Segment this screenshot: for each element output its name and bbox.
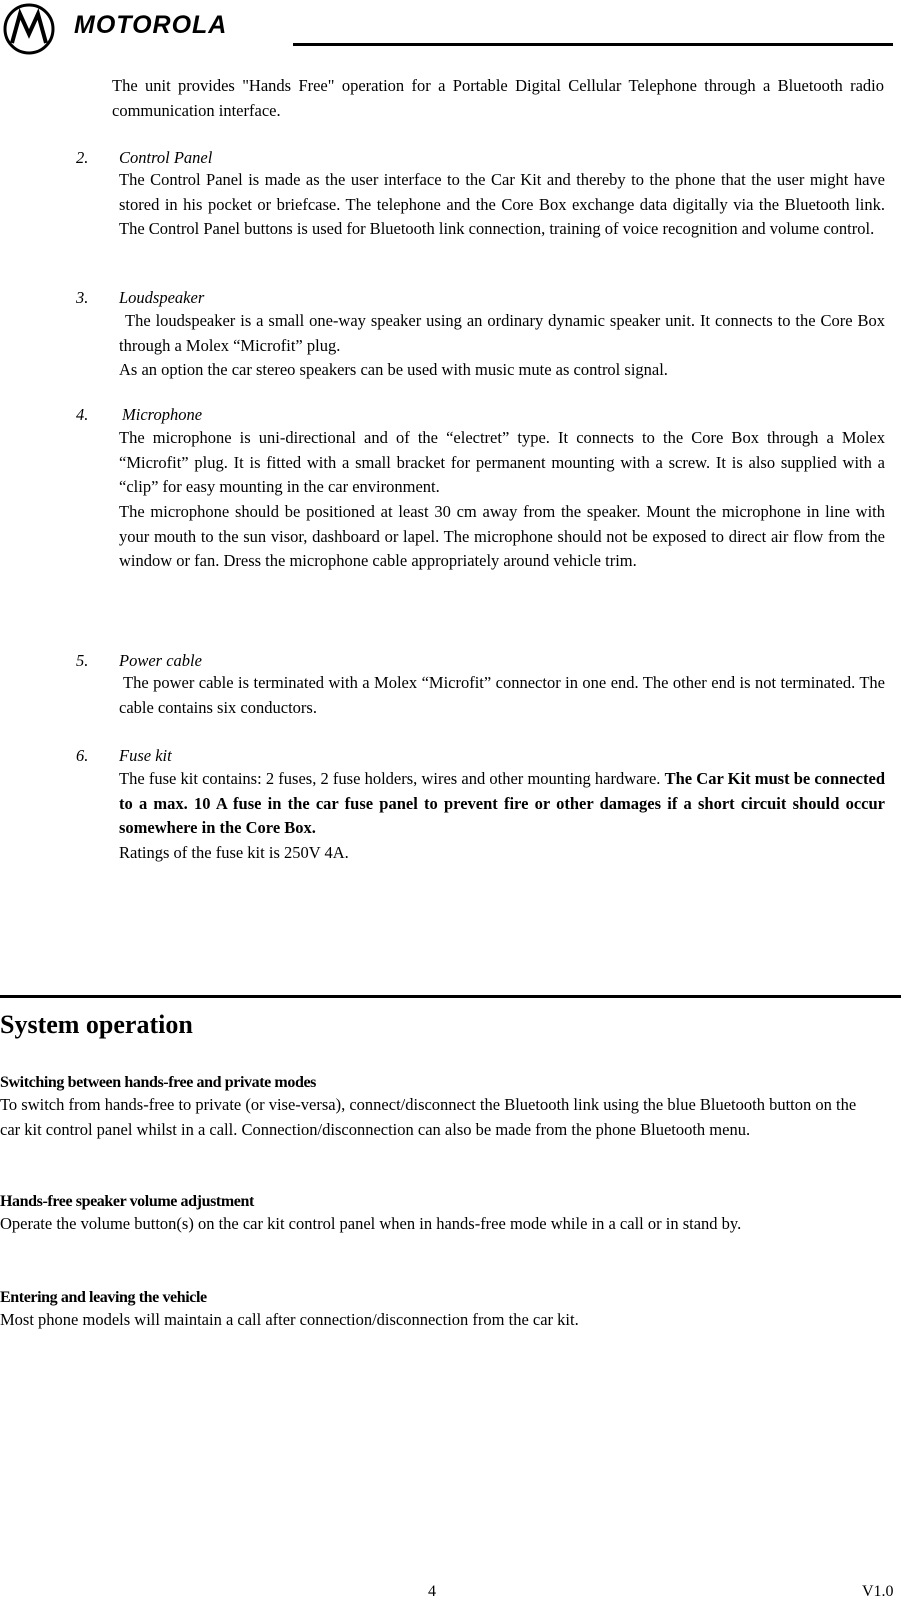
item-number-fuse-kit: 6. bbox=[76, 746, 89, 765]
brand-wordmark: MOTOROLA bbox=[74, 11, 228, 39]
section-title-system-operation: System operation bbox=[0, 1010, 193, 1039]
item-number-control-panel: 2. bbox=[76, 148, 89, 167]
text-entering-vehicle: Most phone models will maintain a call after connection/disconnection from the car kit. bbox=[0, 1310, 579, 1329]
fuse-kit-contents: The fuse kit contains: 2 fuses, 2 fuse holders, wires and other mounting hardware. bbox=[119, 769, 665, 788]
header-rule bbox=[293, 43, 893, 46]
document-version: V1.0 bbox=[862, 1583, 894, 1600]
section-rule bbox=[0, 995, 901, 998]
item-text-fuse-kit bbox=[119, 767, 885, 841]
item-text-fuse-rating: Ratings of the fuse kit is 250V 4A. bbox=[119, 843, 349, 862]
heading-entering-vehicle: Entering and leaving the vehicle bbox=[0, 1289, 207, 1306]
heading-switching-modes: Switching between hands-free and private modes bbox=[0, 1074, 316, 1091]
item-title-loudspeaker: Loudspeaker bbox=[119, 288, 205, 307]
page-header bbox=[0, 0, 901, 60]
item-title-fuse-kit: Fuse kit bbox=[119, 746, 172, 765]
intro-paragraph: The unit provides "Hands Free" operation for a Portable Digital Cellular Telephone through a Bluetooth radio communication interface. bbox=[112, 76, 884, 120]
item-title-microphone: Microphone bbox=[122, 405, 203, 424]
item-title-power-cable: Power cable bbox=[119, 651, 202, 670]
item-number-microphone: 4. bbox=[76, 405, 89, 424]
item-number-power-cable: 5. bbox=[76, 651, 89, 670]
text-switching-modes: To switch from hands-free to private (or vise-versa), connect/disconnect the Bluetooth link using the blue Bluetooth button on the car kit control panel whilst in a call. Connection/disconnection can also be made from the phone Bluetooth menu. bbox=[0, 1095, 857, 1139]
item-title-control-panel: Control Panel bbox=[119, 148, 213, 167]
heading-volume-adjustment: Hands-free speaker volume adjustment bbox=[0, 1193, 254, 1210]
item-text-loudspeaker-option: As an option the car stereo speakers can be used with music mute as control signal. bbox=[119, 360, 668, 379]
item-text-loudspeaker: The loudspeaker is a small one-way speaker using an ordinary dynamic speaker unit. It connects to the Core Box through a Molex “Microfit” plug. bbox=[119, 311, 885, 355]
item-text-microphone-placement: The microphone should be positioned at least 30 cm away from the speaker. Mount the microphone in line with your mouth to the sun visor, dashboard or lapel. The microphone should not be exposed to direct air flow from the window or fan. Dress the microphone cable appropriately around vehicle trim. bbox=[119, 502, 885, 571]
item-number-loudspeaker: 3. bbox=[76, 288, 89, 307]
page-number: 4 bbox=[428, 1583, 436, 1600]
text-volume-adjustment: Operate the volume button(s) on the car kit control panel when in hands-free mode while in a call or in stand by. bbox=[0, 1214, 742, 1233]
item-text-power-cable: The power cable is terminated with a Molex “Microfit” connector in one end. The other end is not terminated. The cable contains six conductors. bbox=[119, 673, 885, 717]
item-text-control-panel: The Control Panel is made as the user interface to the Car Kit and thereby to the phone that the user might have stored in his pocket or briefcase. The telephone and the Core Box exchange data digitally via the Bluetooth link. The Control Panel buttons is used for Bluetooth link connection, training of voice recognition and volume control. bbox=[119, 170, 885, 239]
motorola-logo-icon bbox=[3, 3, 55, 55]
item-text-microphone: The microphone is uni-directional and of the “electret” type. It connects to the Core Box through a Molex “Microfit” plug. It is fitted with a small bracket for permanent mounting with a screw. It is also supplied with a “clip” for easy mounting in the car environment. bbox=[119, 428, 885, 497]
fuse-kit-warning: The Car Kit must be connected to a max. 10 A fuse in the car fuse panel to prevent fire or other damages if a short circuit should occur somewhere in the Core Box. bbox=[119, 769, 886, 838]
